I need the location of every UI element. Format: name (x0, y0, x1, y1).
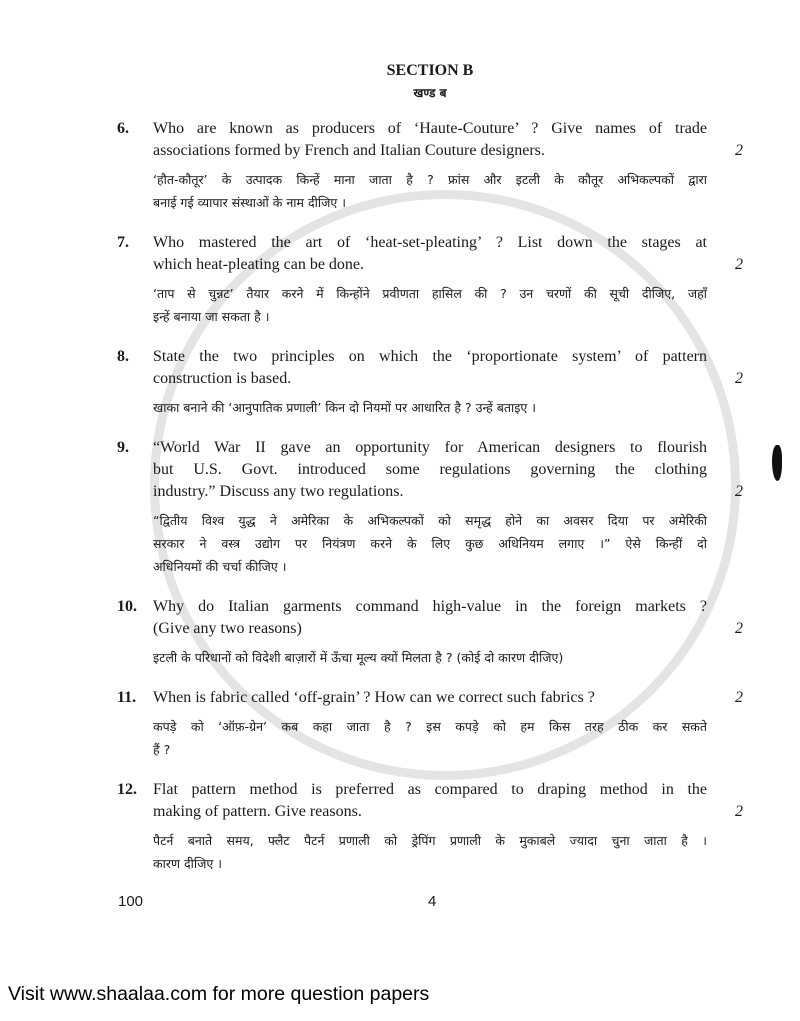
hindi-line: कारण दीजिए । (153, 856, 222, 871)
question-10 (117, 596, 767, 669)
hindi-line: खाका बनाने की ‘आनुपातिक प्रणाली’ किन दो नियमों पर आधारित है ? उन्हें बताइए । (153, 400, 537, 415)
hindi-line: कपड़े को ‘ऑफ़-ग्रेन’ कब कहा जाता है ? इस कपड़े को हम किस तरह ठीक कर सकते (153, 719, 707, 734)
question-12 (117, 779, 767, 875)
marks: 2 (735, 370, 743, 387)
question-text (153, 346, 707, 419)
question-text (153, 232, 707, 328)
hindi-line: ‘ताप से चुन्नट’ तैयार करने में किन्होंने प्रवीणता हासिल की ? उन चरणों की सूची दीजिए, जहाँ (153, 286, 707, 301)
question-number: 12. (117, 781, 137, 798)
question-6 (117, 118, 767, 214)
english-line: industry.” Discuss any two regulations. (153, 483, 404, 500)
english-line: which heat-pleating can be done. (153, 256, 365, 273)
hindi-line: पैटर्न बनाते समय, फ्लैट पैटर्न प्रणाली को ड्रेपिंग प्रणाली के मुकाबले ज्यादा चुना जाता है । (153, 833, 707, 848)
hindi-line: सरकार ने वस्त्र उद्योग पर नियंत्रण करने के लिए कुछ अधिनियम लगाए ।” ऐसे किन्हीं दो (153, 536, 707, 551)
question-7 (117, 232, 767, 328)
english-line: making of pattern. Give reasons. (153, 803, 362, 820)
shaalaa-banner[interactable]: Visit www.shaalaa.com for more question papers (8, 983, 430, 1005)
question-list (117, 118, 767, 875)
english-line: “World War II gave an opportunity for American designers to flourish (153, 439, 707, 456)
hindi-line: ‘हौत-कौतूर’ के उत्पादक किन्हें माना जाता है ? फ्रांस और इटली के कौतूर अभिकल्पकों द्वारा (153, 172, 707, 187)
hindi-line: अधिनियमों की चर्चा कीजिए । (153, 559, 287, 574)
question-number: 7. (117, 234, 129, 251)
question-number: 10. (117, 598, 137, 615)
question-text (153, 118, 707, 214)
hindi-line: इन्हें बनाया जा सकता है । (153, 309, 270, 324)
marks: 2 (735, 256, 743, 273)
marks: 2 (735, 142, 743, 159)
marks: 2 (735, 689, 743, 706)
question-8 (117, 346, 767, 419)
hindi-line: बनाई गई व्यापार संस्थाओं के नाम दीजिए । (153, 195, 347, 210)
english-line: Why do Italian garments command high-value in the foreign markets ? (153, 598, 707, 615)
page-footer (117, 893, 767, 915)
question-text (153, 779, 707, 875)
paper-code: 100 (118, 893, 144, 910)
question-text (153, 596, 707, 669)
hindi-line: इटली के परिधानों को विदेशी बाज़ारों में ऊँचा मूल्य क्यों मिलता है ? (कोई दो कारण दीजिए) (153, 650, 564, 665)
english-line: When is fabric called ‘off-grain’ ? How can we correct such fabrics ? (153, 689, 595, 706)
page-number: 4 (428, 893, 437, 910)
section-title-hindi: खण्ड ब (413, 86, 447, 100)
section-title: SECTION B (386, 62, 474, 79)
english-line: Who mastered the art of ‘heat-set-pleating’ ? List down the stages at (153, 234, 707, 251)
hindi-line: “द्वितीय विश्व युद्ध ने अमेरिका के अभिकल्पकों को समृद्ध होने का अवसर दिया पर अमेरिकी (153, 513, 707, 528)
english-line: construction is based. (153, 370, 292, 387)
marks: 2 (735, 620, 743, 637)
scan-artifact (772, 445, 782, 481)
hindi-line: हैं ? (153, 742, 171, 757)
english-line: but U.S. Govt. introduced some regulations governing the clothing (153, 461, 707, 478)
question-text (153, 687, 707, 761)
question-number: 8. (117, 348, 129, 365)
page-body (117, 118, 767, 915)
english-line: (Give any two reasons) (153, 620, 302, 637)
question-number: 9. (117, 439, 129, 456)
english-line: State the two principles on which the ‘proportionate system’ of pattern (153, 348, 707, 365)
english-line: Who are known as producers of ‘Haute-Couture’ ? Give names of trade (153, 120, 707, 137)
english-line: associations formed by French and Italian Couture designers. (153, 142, 545, 159)
question-11 (117, 687, 767, 761)
english-line: Flat pattern method is preferred as compared to draping method in the (153, 781, 707, 798)
marks: 2 (735, 483, 743, 500)
question-9 (117, 437, 767, 578)
question-number: 6. (117, 120, 129, 137)
question-number: 11. (117, 689, 137, 706)
question-text (153, 437, 707, 578)
marks: 2 (735, 803, 743, 820)
